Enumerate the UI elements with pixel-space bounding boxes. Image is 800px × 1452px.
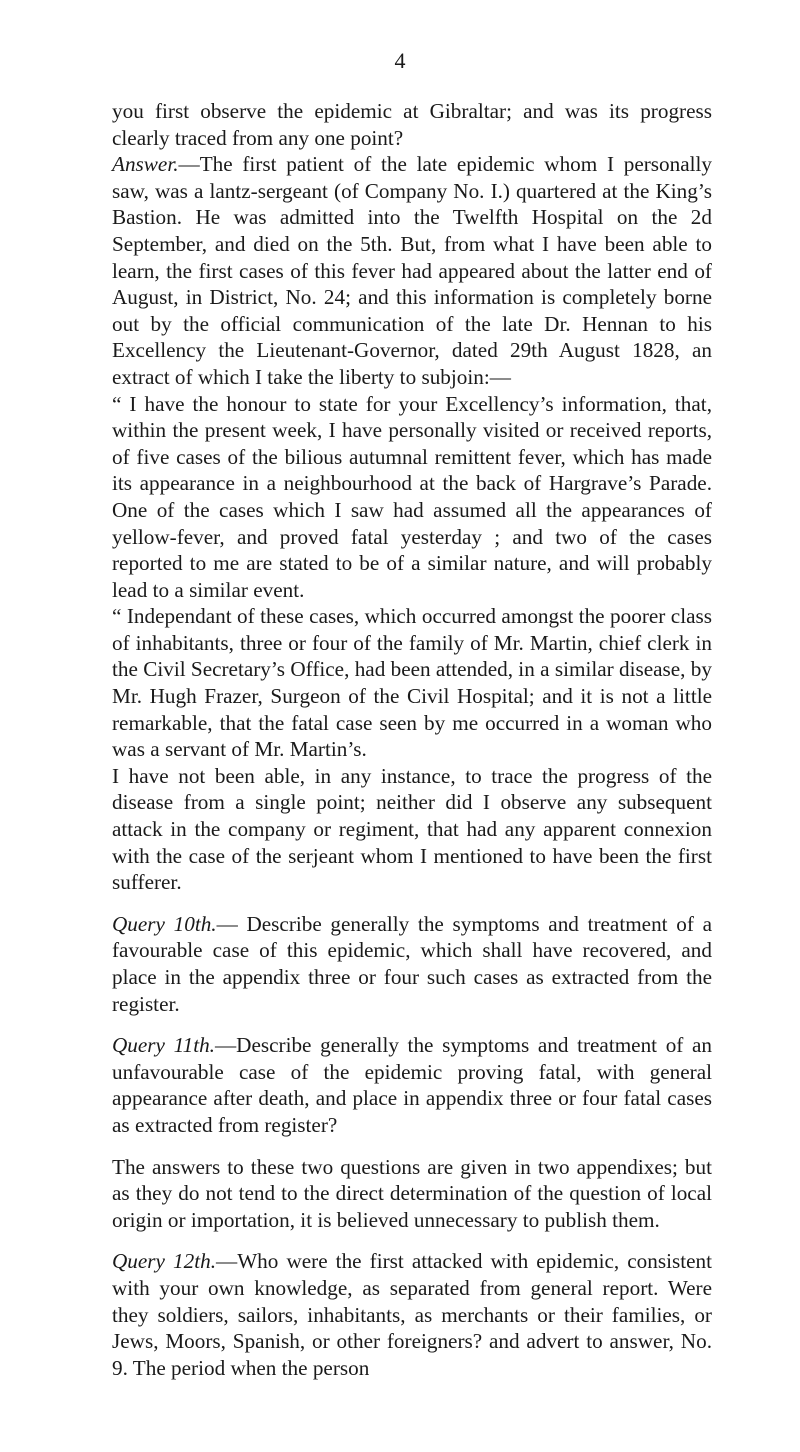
paragraph-text: “ I have the honour to state for your Excellency’s information, that, within the present week, I have personally visited or received reports, of five cases of the bilious autumnal remittent fever, which has made its appearance in a neighbourhood at the back of Hargrave’s Parade. One of the cases which I saw had assumed all the appearances of yellow-fever, and proved fatal yesterday ; and two of the cases reported to me are stated to be of a similar nature, and will probably lead to a similar event. — [112, 391, 712, 602]
paragraph-text: — Describe generally the symptoms and treatment of a favourable case of this epidemic, which shall have recovered, and place in the appendix three or four such cases as extracted from the register. — [112, 911, 712, 1016]
paragraph-text: —Who were the first attacked with epidemic, consistent with your own knowledge, as separated from general report. Were they soldiers, sailors, inhabitants, as merchants or their families, or Jews, Moors, Spanish, or other foreigners? and advert to answer, No. 9. The period when the person — [112, 1249, 712, 1380]
paragraph-appendix-note — [112, 1154, 712, 1234]
paragraph-question-continuation — [112, 98, 712, 151]
paragraph-query-12 — [112, 1248, 712, 1381]
paragraph-answer — [112, 151, 712, 390]
paragraph-conclusion — [112, 763, 712, 896]
paragraph-quote-2 — [112, 603, 712, 763]
paragraph-text: —The first patient of the late epidemic whom I personally saw, was a lantz-sergeant (of Company No. I.) quartered at the King’s Bastion. He was admitted into the Twelfth Hospital on the 2d September, and died on the 5th. But, from what I have been able to learn, the first cases of this fever had appeared about the latter end of August, in District, No. 24; and this information is completely borne out by the official communication of the late Dr. Hennan to his Excellency the Lieutenant-Governor, dated 29th August 1828, an extract of which I take the liberty to subjoin:— — [112, 152, 712, 389]
paragraph-text: The answers to these two questions are given in two appendixes; but as they do not tend to the direct determination of the question of local origin or importation, it is believed unnecessary to publish them. — [112, 1154, 712, 1232]
paragraph-text: I have not been able, in any instance, to trace the progress of the disease from a single point; neither did I observe any subsequent attack in the company or regiment, that had any apparent connexion with the case of the serjeant whom I mentioned to have been the first sufferer. — [112, 763, 712, 895]
query-lead: Query 10th. — [112, 911, 217, 936]
paragraph-quote-1 — [112, 391, 712, 604]
paragraph-text: “ Independant of these cases, which occurred amongst the poorer class of inhabitants, three or four of the family of Mr. Martin, chief clerk in the Civil Secretary’s Office, had been attended, in a similar disease, by Mr. Hugh Frazer, Surgeon of the Civil Hospital; and it is not a little remarkable, that the fatal case seen by me occurred in a woman who was a servant of Mr. Martin’s. — [112, 604, 712, 762]
paragraph-text: —Describe generally the symptoms and treatment of an unfavourable case of the epidemic proving fatal, with general appearance after death, and place in appendix three or four fatal cases as extracted from register? — [112, 1033, 712, 1137]
answer-lead: Answer. — [112, 152, 179, 177]
paragraph-query-10 — [112, 911, 712, 1017]
body-text — [112, 98, 712, 1381]
paragraph-text: you first observe the epidemic at Gibraltar; and was its progress clearly traced from any one point? — [112, 99, 712, 150]
query-lead: Query 11th. — [112, 1033, 215, 1058]
paragraph-query-11 — [112, 1032, 712, 1138]
page-number: 4 — [394, 48, 406, 73]
query-lead: Query 12th. — [112, 1249, 216, 1274]
